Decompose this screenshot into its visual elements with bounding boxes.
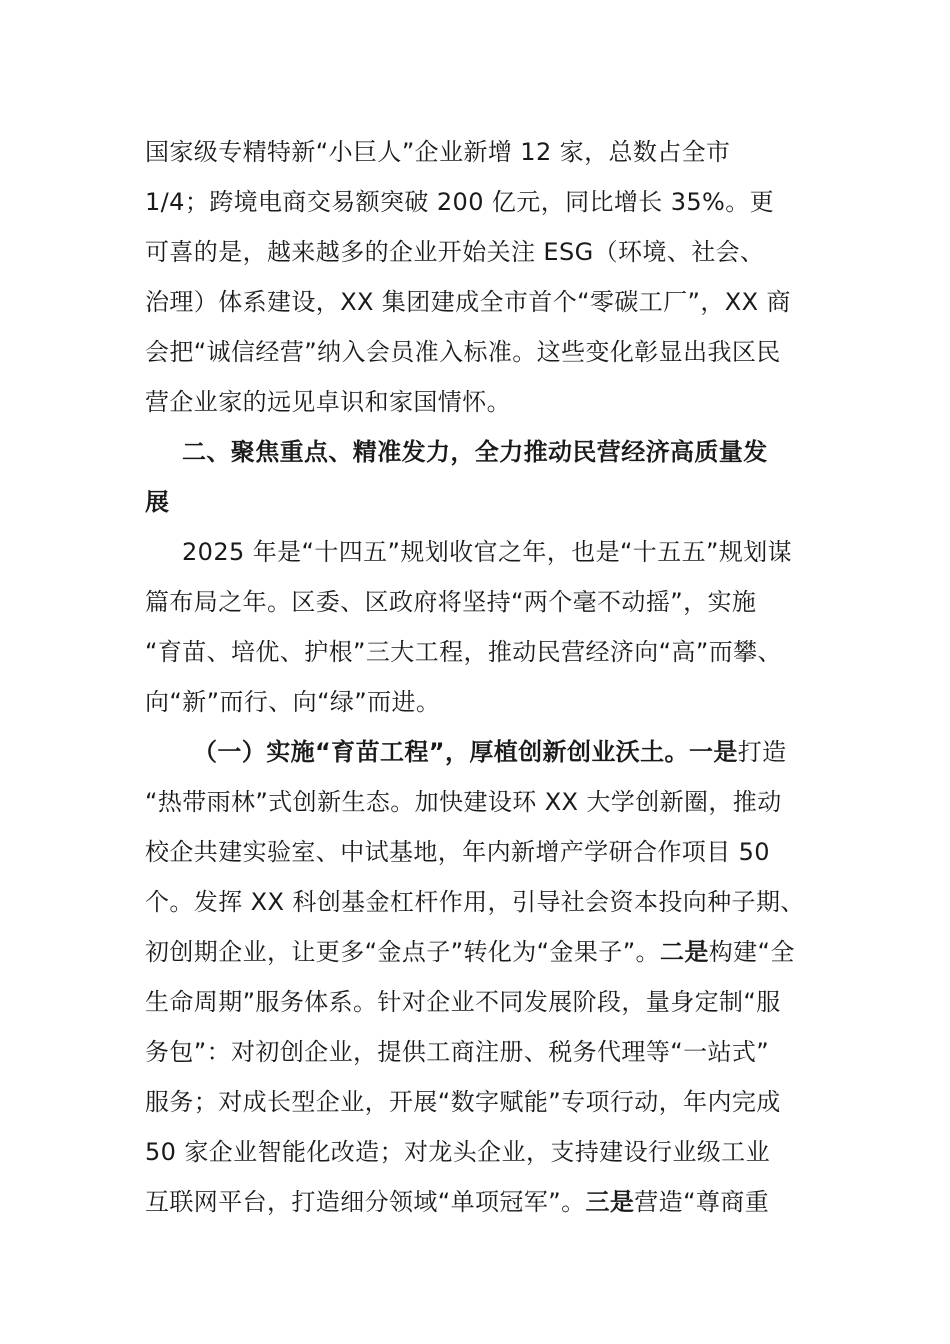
paragraph-line: 2025 年是“十四五”规划收官之年，也是“十五五”规划谋	[182, 538, 793, 566]
section-heading-continued: 展	[145, 488, 170, 516]
subsection-heading: （一）实施“育苗工程”，厚植创新创业沃土。	[193, 738, 689, 766]
paragraph-line: 互联网平台，打造细分领域“单项冠军”。三是营造“尊商重	[145, 1188, 770, 1216]
section-heading: 二、聚焦重点、精准发力，全力推动民营经济高质量发	[182, 438, 768, 466]
paragraph-line: “热带雨林”式创新生态。加快建设环 XX 大学创新圈，推动	[145, 788, 782, 816]
paragraph-line: 国家级专精特新“小巨人”企业新增 12 家，总数占全市	[145, 138, 731, 166]
point-marker: 二是	[659, 938, 709, 966]
document-body	[145, 127, 810, 1227]
paragraph-line: 治理）体系建设，XX 集团建成全市首个“零碳工厂”，XX 商	[145, 288, 791, 316]
paragraph-line: 务包”：对初创企业，提供工商注册、税务代理等“一站式”	[145, 1038, 770, 1066]
paragraph-line: 50 家企业智能化改造；对龙头企业，支持建设行业级工业	[145, 1138, 770, 1166]
paragraph-line: 初创期企业，让更多“金点子”转化为“金果子”。二是构建“全	[145, 938, 795, 966]
paragraph-line: “育苗、培优、护根”三大工程，推动民营经济向“高”而攀、	[145, 638, 782, 666]
point-marker: 一是	[688, 738, 738, 766]
paragraph-line: 服务；对成长型企业，开展“数字赋能”专项行动，年内完成	[145, 1088, 781, 1116]
paragraph-line: 生命周期”服务体系。针对企业不同发展阶段，量身定制“服	[145, 988, 781, 1016]
point-marker: 三是	[585, 1188, 635, 1216]
paragraph-line: 1/4；跨境电商交易额突破 200 亿元，同比增长 35%。更	[145, 188, 775, 216]
paragraph-line: 校企共建实验室、中试基地，年内新增产学研合作项目 50	[145, 838, 770, 866]
paragraph-line: 营企业家的远见卓识和家国情怀。	[145, 388, 511, 416]
paragraph-line: 向“新”而行、向“绿”而进。	[145, 688, 441, 716]
paragraph-line: 会把“诚信经营”纳入会员准入标准。这些变化彰显出我区民	[145, 338, 781, 366]
subsection-line: （一）实施“育苗工程”，厚植创新创业沃土。一是打造	[193, 738, 787, 766]
paragraph-line: 篇布局之年。区委、区政府将坚持“两个毫不动摇”，实施	[145, 588, 757, 616]
paragraph-line: 个。发挥 XX 科创基金杠杆作用，引导社会资本投向种子期、	[145, 888, 805, 916]
paragraph-line: 可喜的是，越来越多的企业开始关注 ESG（环境、社会、	[145, 238, 765, 266]
